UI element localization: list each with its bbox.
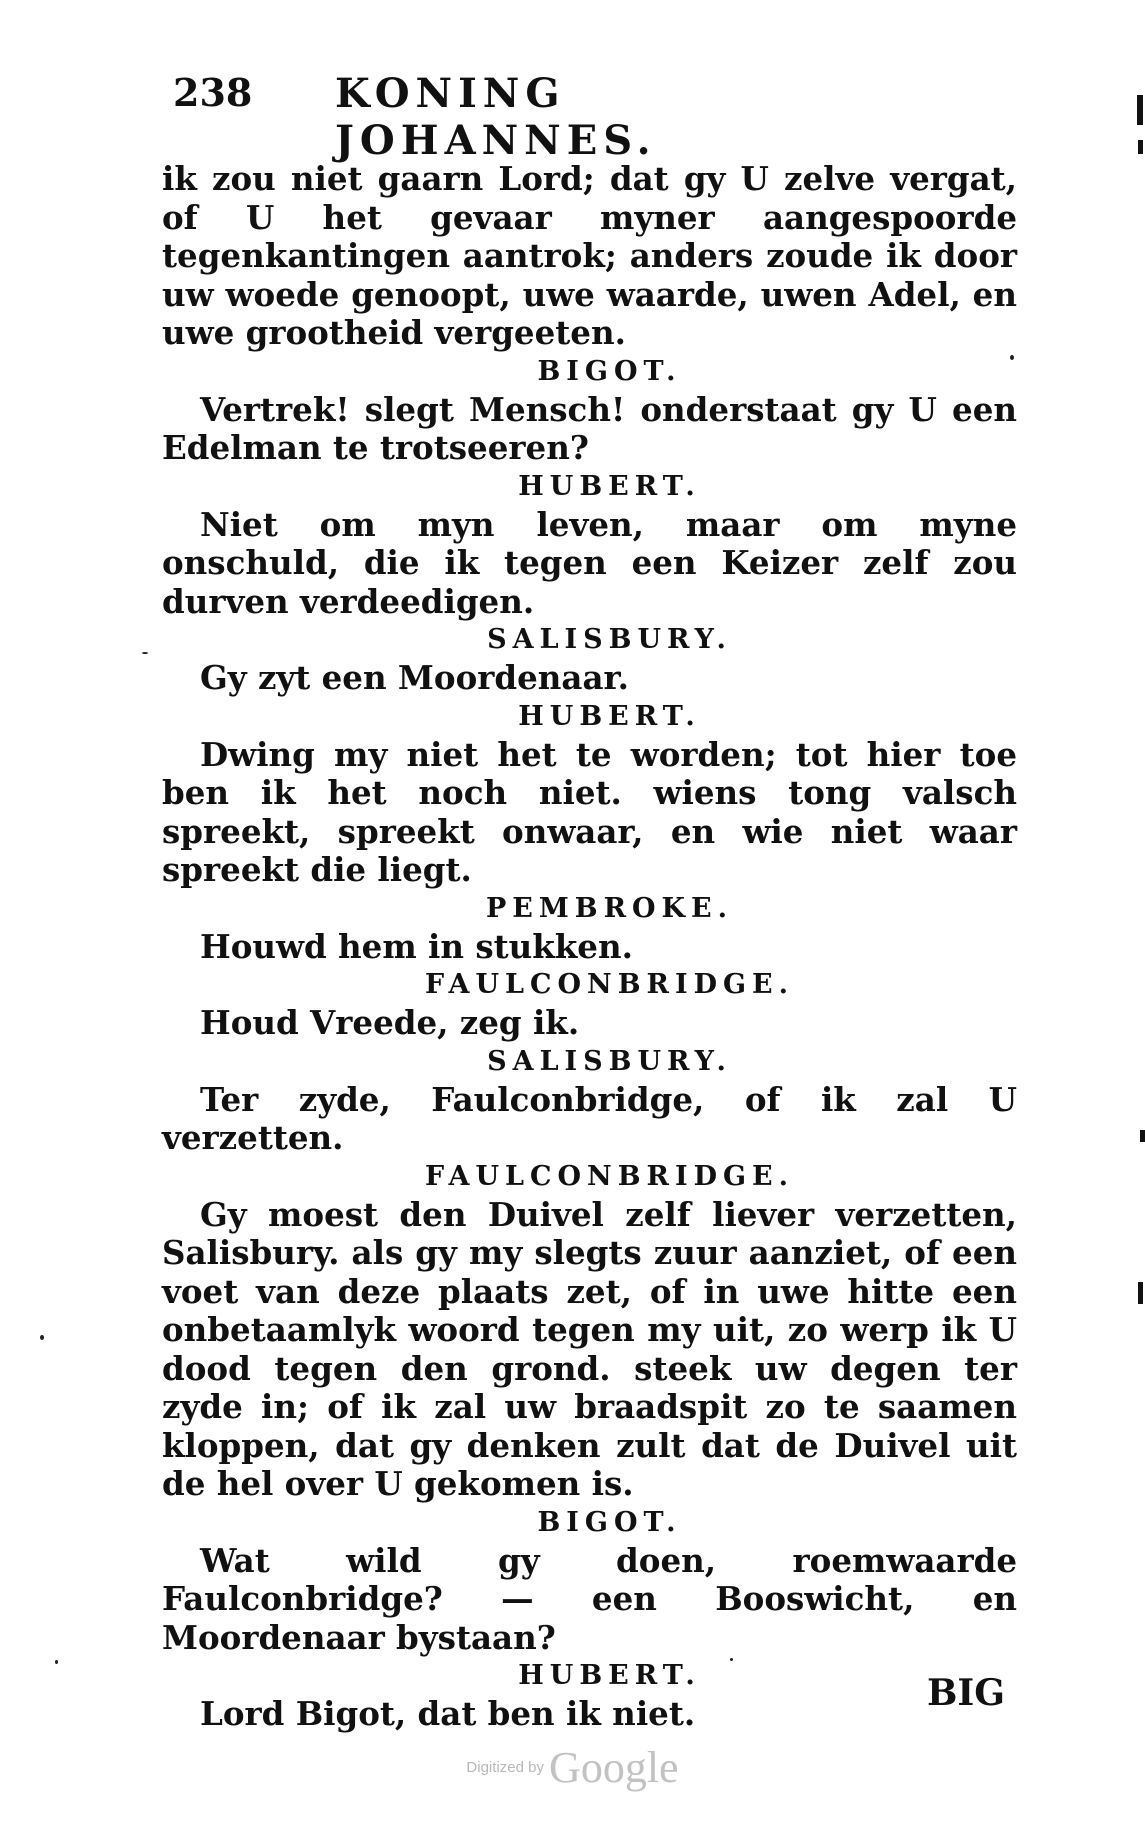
scan-edge-mark <box>1138 140 1143 154</box>
dialogue-paragraph: ik zou niet gaarn Lord; dat gy U zelve vergat, of U het gevaar myner aangespoorde tegenkantingen aantrok; anders zoude ik door uw woede genoopt, uwe waarde, uwen Adel, en uwe grootheid vergeeten. <box>162 159 1017 352</box>
speaker-name: HUBERT. <box>518 470 701 502</box>
digitization-watermark <box>0 1742 1145 1793</box>
speaker-name: SALISBURY. <box>487 1045 732 1077</box>
scan-speck <box>55 1660 58 1664</box>
dialogue-paragraph: Gy zyt een Moordenaar. <box>200 658 629 697</box>
dialogue-paragraph: Houd Vreede, zeg ik. <box>200 1003 580 1042</box>
speaker-name: HUBERT. <box>518 1660 701 1691</box>
running-title: KONING JOHANNES. <box>335 70 657 164</box>
page-header <box>165 70 885 164</box>
play-text <box>162 160 1017 1734</box>
speaker-name: HUBERT. <box>518 700 701 732</box>
dialogue-paragraph: Lord Bigot, dat ben ik niet. <box>200 1694 696 1733</box>
google-logo: Google <box>549 1743 679 1792</box>
page-number: 238 <box>173 70 253 115</box>
scan-speck <box>142 652 148 654</box>
speaker-name: FAULCONBRIDGE. <box>424 1160 795 1192</box>
speaker-name: SALISBURY. <box>487 624 732 655</box>
dialogue-paragraph: Houwd hem in stukken. <box>200 926 633 966</box>
scan-edge-mark <box>1137 95 1143 125</box>
dialogue-paragraph: Gy moest den Duivel zelf liever verzetten, Salisbury. als gy my slegts zuur aanziet, of een voet van deze plaats zet, of in uwe hitte een onbetaamlyk woord tegen my uit, zo werp ik U dood tegen den grond. steek uw degen ter zyde in; of ik zal uw braadspit zo te saamen kloppen, dat gy denken zult dat de Duivel uit de hel over U gekomen is. <box>162 1194 1017 1503</box>
dialogue-paragraph: Dwing my niet het te worden; tot hier toe ben ik het noch niet. wiens tong valsch spreekt, spreekt onwaar, en wie niet waar spreekt die liegt. <box>162 734 1017 889</box>
speaker-name: FAULCONBRIDGE. <box>424 969 795 1000</box>
dialogue-paragraph: Wat wild gy doen, roemwaarde Faulconbridge? — een Booswicht, en Moordenaar bystaan? <box>162 1540 1017 1657</box>
speaker-name: BIGOT. <box>537 1506 682 1538</box>
speaker-name: PEMBROKE. <box>486 892 733 924</box>
scan-speck <box>1010 355 1014 360</box>
speaker-name: BIGOT. <box>537 355 682 387</box>
scan-speck <box>730 1658 733 1661</box>
scan-edge-mark <box>1140 1130 1145 1142</box>
dialogue-paragraph: Ter zyde, Faulconbridge, of ik zal U verzetten. <box>162 1079 1017 1157</box>
watermark-prefix: Digitized by <box>466 1759 544 1776</box>
scan-speck <box>40 1335 44 1340</box>
dialogue-paragraph: Vertrek! slegt Mensch! onderstaat gy U een Edelman te trotseeren? <box>162 389 1017 467</box>
catchword: BIG <box>926 1672 1005 1714</box>
dialogue-paragraph: Niet om myn leven, maar om myne onschuld, die ik tegen een Keizer zelf zou durven verdeedigen. <box>162 504 1017 621</box>
scan-edge-mark <box>1138 1282 1143 1304</box>
